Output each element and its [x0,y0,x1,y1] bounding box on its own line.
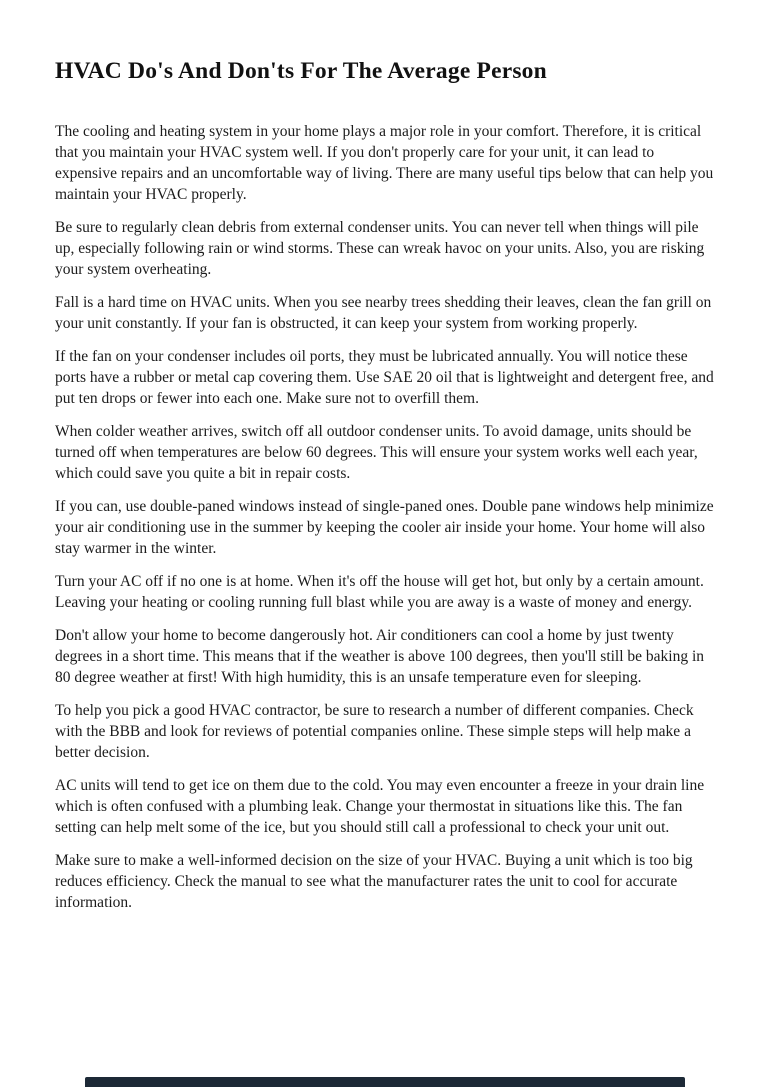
page-title: HVAC Do's And Don'ts For The Average Person [55,58,547,84]
paragraph-ice-on-units: AC units will tend to get ice on them due to the cold. You may even encounter a freeze in your drain line which is often confused with a plumbing leak. Change your thermostat in situations like this. The fan setting can help melt some of the ice, but you should still call a professional to check your unit out. [55,777,705,837]
paragraph-intro: The cooling and heating system in your home plays a major role in your comfort. Therefore, it is critical that you maintain your HVAC system well. If you don't properly care for your unit, it can lead to expensive repairs and an uncomfortable way of living. There are many useful tips below that can help you maintain your HVAC properly. [55,123,714,204]
paragraph-colder-weather: When colder weather arrives, switch off all outdoor condenser units. To avoid damage, units should be turned off when temperatures are below 60 degrees. This will ensure your system works well each year, which could save you quite a bit in repair costs. [55,423,698,483]
paragraph-fall-leaves: Fall is a hard time on HVAC units. When you see nearby trees shedding their leaves, clean the fan grill on your unit constantly. If your fan is obstructed, it can keep your system from working properly. [55,294,712,333]
paragraph-pick-contractor: To help you pick a good HVAC contractor, be sure to research a number of different companies. Check with the BBB and look for reviews of potential companies online. These simple steps will help make a better decision. [55,702,694,762]
paragraph-unit-size: Make sure to make a well-informed decision on the size of your HVAC. Buying a unit which is too big reduces efficiency. Check the manual to see what the manufacturer rates the unit to cool for accurate information. [55,852,693,912]
paragraph-clean-debris: Be sure to regularly clean debris from external condenser units. You can never tell when things will pile up, especially following rain or wind storms. These can wreak havoc on your units. Also, you are risking your system overheating. [55,219,705,279]
paragraph-oil-ports: If the fan on your condenser includes oil ports, they must be lubricated annually. You will notice these ports have a rubber or metal cap covering them. Use SAE 20 oil that is lightweight and detergent free, and put ten drops or fewer into each one. Make sure not to overfill them. [55,348,714,408]
footer-bar [85,1077,685,1087]
paragraph-turn-ac-off: Turn your AC off if no one is at home. When it's off the house will get hot, but only by a certain amount. Leaving your heating or cooling running full blast while you are away is a waste of money and energy. [55,573,704,612]
document-body [55,121,716,913]
paragraph-dangerously-hot: Don't allow your home to become dangerously hot. Air conditioners can cool a home by just twenty degrees in a short time. This means that if the weather is above 100 degrees, then you'll still be baking in 80 degree weather at first! With high humidity, this is an unsafe temperature even for sleeping. [55,627,705,687]
paragraph-double-paned-windows: If you can, use double-paned windows instead of single-paned ones. Double pane windows help minimize your air conditioning use in the summer by keeping the cooler air inside your home. Your home will also stay warmer in the winter. [55,498,714,558]
